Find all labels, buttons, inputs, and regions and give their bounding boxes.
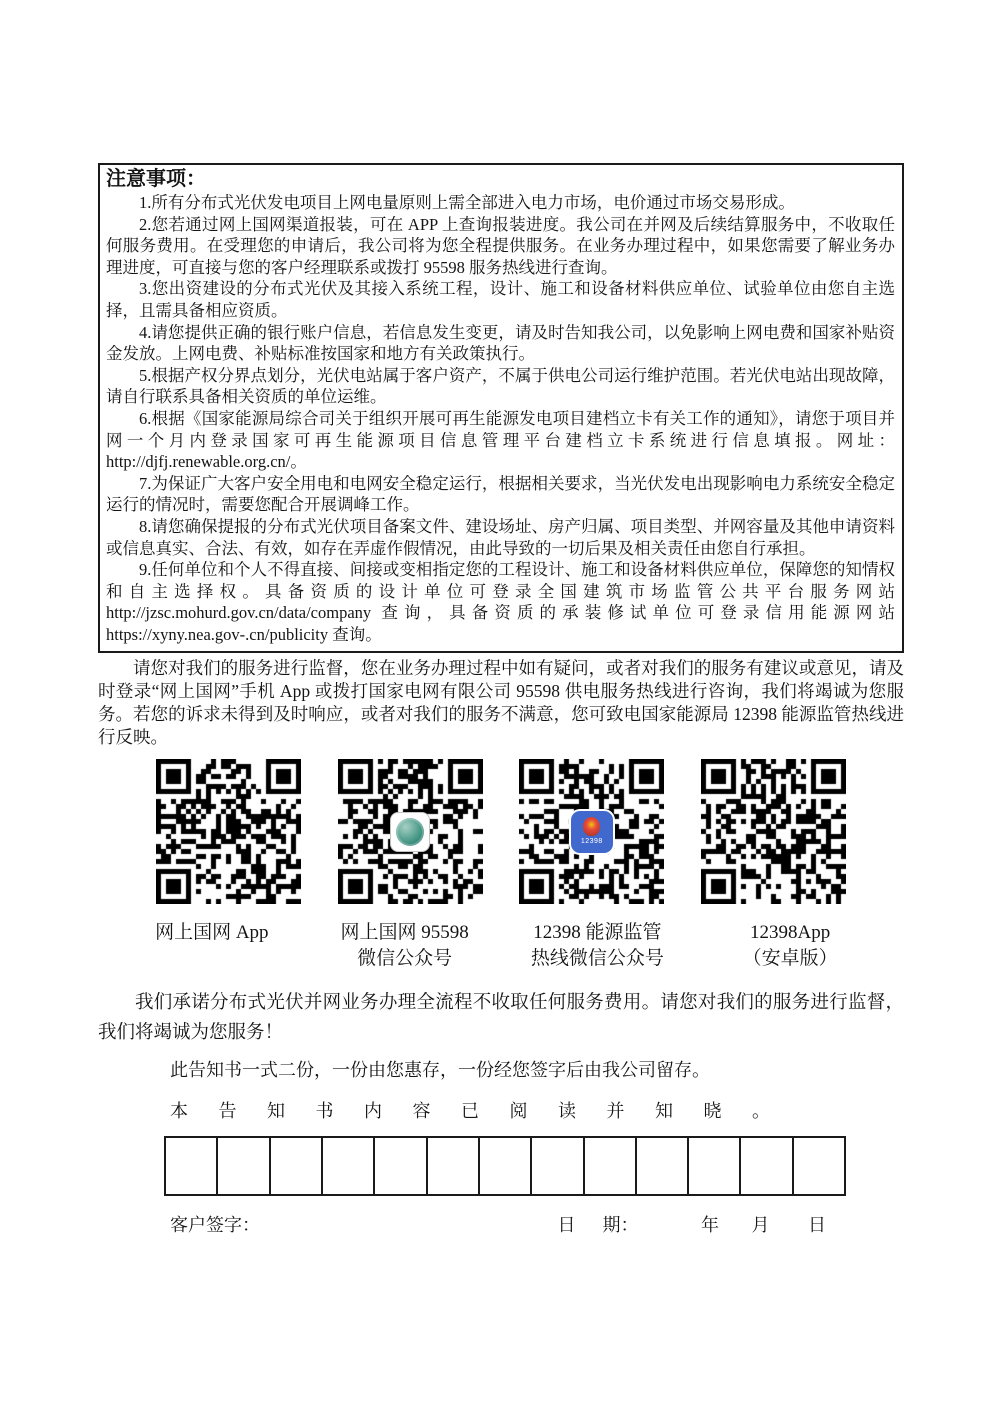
qr-label-wsgw-95598-wechat <box>311 920 499 972</box>
qr-block-12398-app <box>701 759 846 904</box>
qr-label-line: 12398 能源监管 <box>533 922 662 944</box>
emblem-logo-text: 12398 <box>580 838 603 846</box>
state-grid-globe-icon <box>390 812 430 852</box>
commitment-paragraph: 我们承诺分布式光伏并网业务办理全流程不收取任何服务费用。请您对我们的服务进行监督，我们将竭诚为您服务！ <box>98 993 904 1044</box>
notice-item-3: 3.您出资建设的分布式光伏及其接入系统工程，设计、施工和设备材料供应单位、试验单位由您自主选择，且需具备相应资质。 <box>106 279 895 320</box>
notice-item-9: 9.任何单位和个人不得直接、间接或变相指定您的工程设计、施工和设备材料供应单位，保障您的知情权和自主选择权。具备资质的设计单位可登录全国建筑市场监管公共平台服务网站 http://jzsc.mohurd.gov.cn/data/company 查询，具备资质的承装修试单位可登录信用能源网站 https://xyny.nea.gov-.cn/publicity 查询。 <box>106 560 895 644</box>
signature-cell <box>635 1138 687 1194</box>
qr-label-line: 网上国网 App <box>155 922 269 944</box>
signature-cell <box>478 1138 530 1194</box>
notice-title: 注意事项： <box>106 168 206 190</box>
notice-item-4: 4.请您提供正确的银行账户信息，若信息发生变更，请及时告知我公司，以免影响上网电费和国家补贴资金发放。上网电费、补贴标准按国家和地方有关政策执行。 <box>106 322 895 364</box>
signature-cell <box>216 1138 268 1194</box>
qr-label-12398-hotline <box>504 920 692 972</box>
qr-label-line: 网上国网 95598 <box>340 922 469 944</box>
qr-block-wsgw-95598-wechat <box>338 759 483 904</box>
qr-label-wsgw-app <box>118 920 306 972</box>
notice-item-8: 8.请您确保提报的分布式光伏项目备案文件、建设场址、房产归属、项目类型、并网容量及其他申请资料或信息真实、合法、有效，如存在弄虚作假情况，由此导致的一切后果及相关责任由您自行承担。 <box>106 516 895 558</box>
day-label: 日 <box>808 1215 826 1236</box>
notice-item-7: 7.为保证广大客户安全用电和电网安全稳定运行，根据相关要求，当光伏发电出现影响电力系统安全稳定运行的情况时，需要您配合开展调峰工作。 <box>106 473 895 515</box>
signature-cell <box>373 1138 425 1194</box>
month-label: 月 <box>751 1215 770 1236</box>
qr-label-line: （安卓版） <box>742 948 838 970</box>
qr-label-12398-app <box>696 920 884 972</box>
signature-cell <box>583 1138 635 1194</box>
notice-item-2: 2.您若通过网上国网渠道报装，可在 APP 上查询报装进度。我公司在并网及后续结算服务中，不收取任何服务费用。在受理您的申请后，我公司将为您全程提供服务。在业务办理过程中，如果您需要了解业务办理进度，可直接与您的客户经理联系或拨打 95598 服务热线进行查询。 <box>106 214 895 277</box>
customer-signature-label: 客户签字： <box>170 1215 260 1236</box>
qr-label-row <box>118 920 884 972</box>
year-label: 年 <box>701 1215 719 1236</box>
qr-block-12398-hotline <box>519 759 664 904</box>
document-content <box>98 163 904 1237</box>
signature-cell <box>687 1138 739 1194</box>
supervision-paragraph: 请您对我们的服务进行监督，您在业务办理过程中如有疑问，或者对我们的服务有建议或意见，请及时登录“网上国网”手机 App 或拨打国家电网有限公司 95598 供电服务热线进行咨询，我们将竭诚为您服务。若您的诉求未得到及时响应，或者对我们的服务不满意，您可致电国家能源局 12398 能源监管热线进行反映。 <box>98 658 904 748</box>
notice-item-6: 6.根据《国家能源局综合司关于组织开展可再生能源发电项目建档立卡有关工作的通知》，请您于项目并网一个月内登录国家可再生能源项目信息管理平台建档立卡系统进行信息填报。网址：http://djfj.renewable.org.cn/。 <box>106 408 895 472</box>
signature-cell <box>530 1138 582 1194</box>
green-globe-icon <box>396 818 424 846</box>
date-group <box>558 1213 827 1237</box>
qr-label-line: 微信公众号 <box>357 948 453 970</box>
notice-box <box>98 163 904 653</box>
qr-code-wsgw-app <box>156 759 301 904</box>
acknowledgement-line: 本 告 知 书 内 容 已 阅 读 并 知 晓 。 <box>170 1101 770 1122</box>
signature-cell <box>739 1138 791 1194</box>
copies-line: 此告知书一式二份，一份由您惠存，一份经您签字后由我公司留存。 <box>170 1060 710 1081</box>
qr-code-12398-app <box>701 759 846 904</box>
signature-cell <box>321 1138 373 1194</box>
qr-code-row <box>156 759 846 904</box>
date-label: 日 期： <box>557 1215 639 1236</box>
qr-label-line: 12398App <box>750 922 831 944</box>
emblem-12398-app-icon <box>571 811 613 853</box>
qr-block-wsgw-app <box>156 759 301 904</box>
signature-row <box>98 1213 904 1237</box>
qr-label-line: 热线微信公众号 <box>530 948 664 970</box>
signature-cell <box>792 1138 844 1194</box>
notice-item-1: 1.所有分布式光伏发电项目上网电量原则上需全部进入电力市场，电价通过市场交易形成。 <box>139 193 795 212</box>
signature-table <box>164 1136 846 1196</box>
notice-item-5: 5.根据产权分界点划分，光伏电站属于客户资产，不属于供电公司运行维护范围。若光伏电站出现故障，请自行联系具备相关资质的单位运维。 <box>106 365 895 407</box>
signature-cell <box>426 1138 478 1194</box>
signature-cell <box>166 1138 216 1194</box>
national-emblem-icon <box>583 817 600 836</box>
signature-cell <box>269 1138 321 1194</box>
